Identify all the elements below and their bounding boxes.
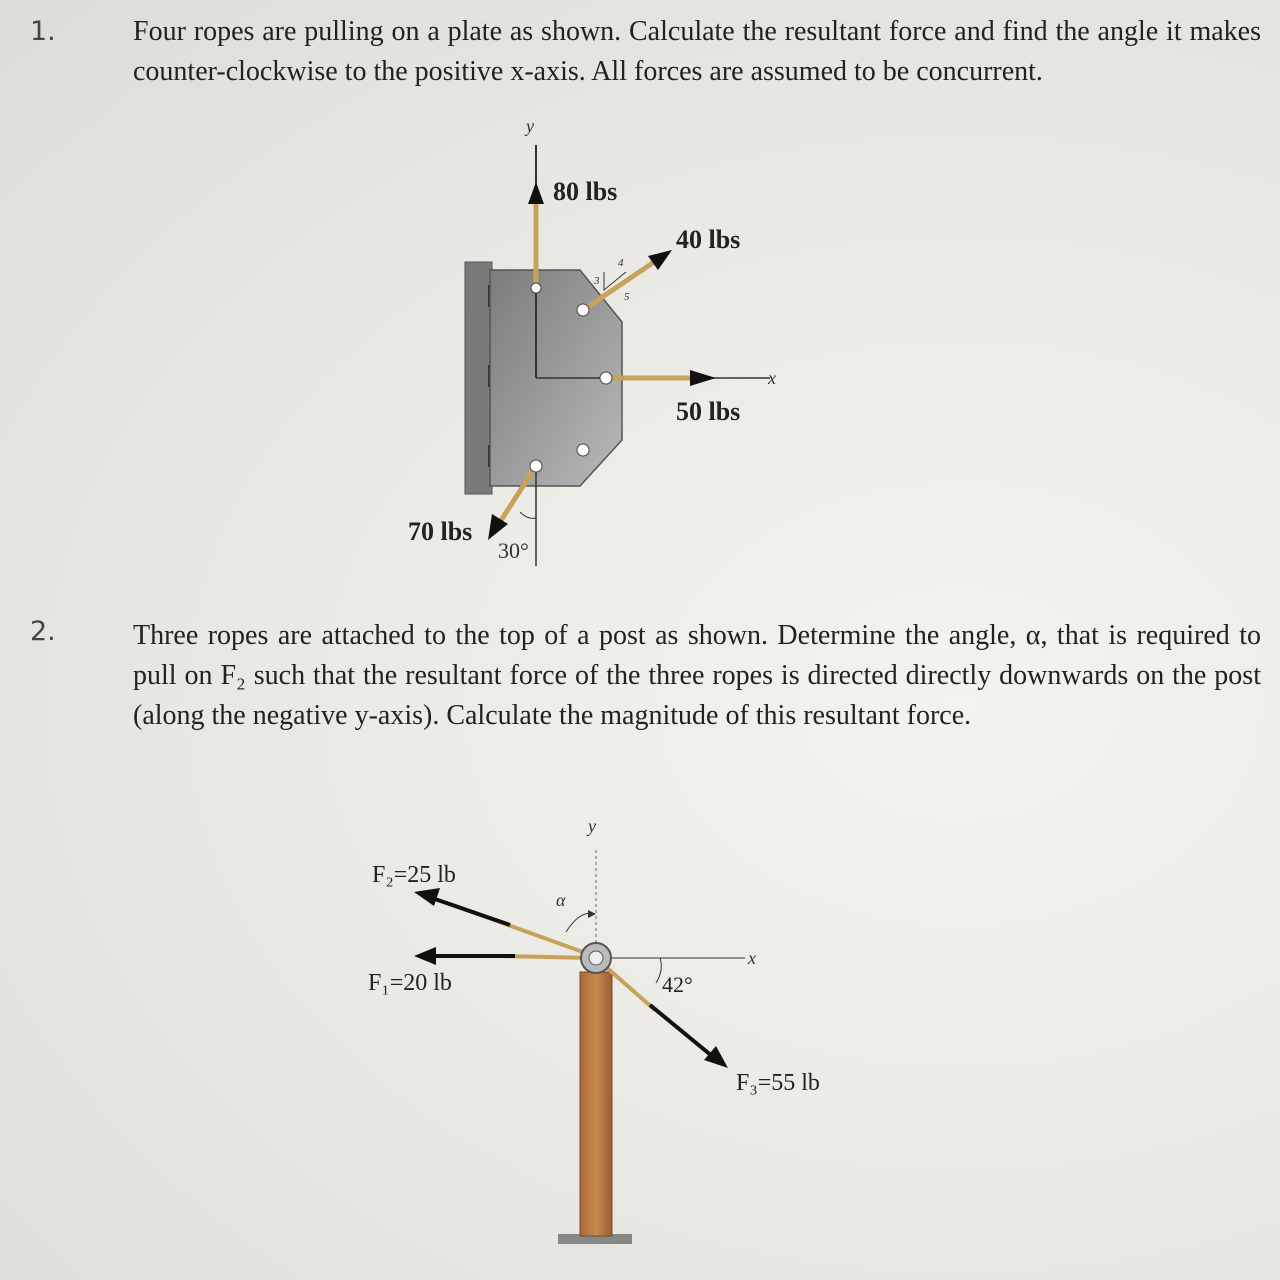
label-42-deg: 42° <box>662 972 693 997</box>
angle-arc-30 <box>520 512 536 518</box>
arrow-50-head <box>690 370 716 386</box>
slope-5: 5 <box>624 291 630 303</box>
y-axis-label: y <box>526 116 534 136</box>
hole-right <box>600 372 612 384</box>
problem-1-number: 1. <box>30 16 56 47</box>
label-f3: F₃=55 lb <box>736 1070 820 1096</box>
label-80-lbs: 80 lbs <box>553 177 618 206</box>
problem-2-text: Three ropes are attached to the top of a post as shown. Determine the angle, α, that is required to pull on F₂ such that the resultant force of the three ropes is directed directly downwards on the post (along the negative y-axis). Calculate the magnitude of this resultant force. <box>133 620 1261 731</box>
arrow-80-head <box>528 182 544 204</box>
arrow-f3-head <box>704 1046 728 1068</box>
arrow-f2-head <box>414 888 440 906</box>
alpha-arc-head <box>588 910 596 918</box>
post-x-axis-label: x <box>748 948 756 968</box>
hole-diag <box>577 304 589 316</box>
problem-2-number: 2. <box>30 616 56 647</box>
slope-3: 3 <box>594 275 600 287</box>
hole-top <box>531 283 541 293</box>
arrow-40-head <box>648 250 672 270</box>
slope-4: 4 <box>618 257 624 269</box>
alpha-label: α <box>556 890 566 910</box>
label-40-lbs: 40 lbs <box>676 225 741 254</box>
label-50-lbs: 50 lbs <box>676 397 741 426</box>
post <box>580 972 612 1236</box>
post-ring-hole <box>589 951 603 965</box>
angle-arc-42 <box>656 958 661 983</box>
arrow-f3-shaft <box>650 1005 712 1056</box>
label-f2: F₂=25 lb <box>372 862 456 888</box>
wall-bracket <box>465 262 492 494</box>
x-axis-label: x <box>768 368 776 388</box>
post-diagram <box>368 816 820 1244</box>
problem-1-text: Four ropes are pulling on a plate as shown. Calculate the resultant force and find the angle it makes counter-clockwise to the positive x-axis. All forces are assumed to be concurrent. <box>133 16 1261 87</box>
arrow-f2-shaft <box>432 898 510 925</box>
label-70-lbs: 70 lbs <box>408 517 473 546</box>
label-f1: F₁=20 lb <box>368 970 452 996</box>
hole-bottom <box>530 460 542 472</box>
post-y-axis-label: y <box>588 816 596 836</box>
angle-30-label: 30° <box>498 538 529 563</box>
arrow-f1-head <box>414 947 436 965</box>
hole-lower-right <box>577 444 589 456</box>
